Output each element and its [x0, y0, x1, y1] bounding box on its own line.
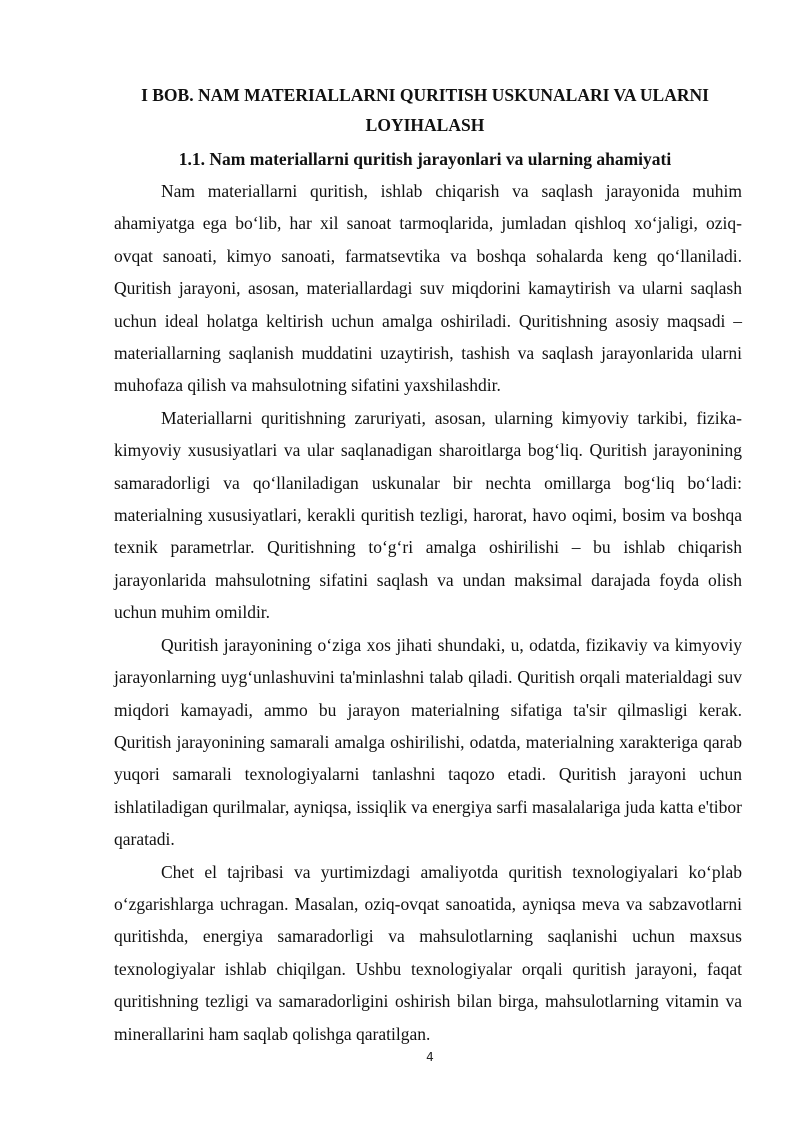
body-text: [114, 175, 742, 1050]
paragraph: Chet el tajribasi va yurtimizdagi amaliyotda quritish texnologiyalari ko‘plab o‘zgarishlarga uchragan. Masalan, oziq-ovqat sanoatida, ayniqsa meva va sabzavotlarni quritishda, energiya samaradorligi va mahsulotlarning saqlanishi uchun maxsus texnologiyalar ishlab chiqilgan. Ushbu texnologiyalar orqali quritish jarayoni, faqat quritishning tezligi va samaradorligini oshirish bilan birga, mahsulotlarning vitamin va minerallarini ham saqlab qolishga qaratilgan.: [114, 861, 742, 1044]
section-title: 1.1. Nam materiallarni quritish jarayonlari va ularning ahamiyati: [178, 149, 672, 169]
paragraph: Quritish jarayonining o‘ziga xos jihati shundaki, u, odatda, fizikaviy va kimyoviy jarayonlarning uyg‘unlashuvini ta'minlashni talab qiladi. Quritish orqali materialdagi suv miqdori kamayadi, ammo bu jarayon materialning sifatiga ta'sir qilmasligi kerak. Quritish jarayonining samarali amalga oshirilishi, odatda, materialning xarakteriga qarab yuqori samarali texnologiyalarni tanlashni taqozo etadi. Quritish jarayoni uchun ishlatiladigan qurilmalar, ayniqsa, issiqlik va energiya sarfi masalalariga juda katta e'tibor qaratadi.: [114, 634, 742, 850]
paragraph: Nam materiallarni quritish, ishlab chiqarish va saqlash jarayonida muhim ahamiyatga ega bo‘lib, har xil sanoat tarmoqlarida, jumladan qishloq xo‘jaligi, oziq-ovqat sanoati, kimyo sanoati, farmatsevtika va boshqa sohalarda keng qo‘llaniladi. Quritish jarayoni, asosan, materiallardagi suv miqdorini kamaytirish va ularni saqlash uchun ideal holatga keltirish uchun amalga oshiriladi. Quritishning asosiy maqsadi – materiallarning saqlanish muddatini uzaytirish, tashish va saqlash jarayonlarida ularni muhofaza qilish va mahsulotning sifatini yaxshilashdir.: [114, 181, 742, 396]
paragraph: Materiallarni quritishning zaruriyati, asosan, ularning kimyoviy tarkibi, fizika-kimyoviy xususiyatlari va ular saqlanadigan sharoitlarga bog‘liq. Quritish jarayonining samaradorligi va qo‘llaniladigan uskunalar bir nechta omillarga bog‘liq bo‘ladi: materialning xususiyatlari, kerakli quritish tezligi, harorat, havo oqimi, bosim va boshqa texnik parametrlar. Quritishning to‘g‘ri amalga oshirilishi – bu ishlab chiqarish jarayonlarida mahsulotning sifatini saqlash va undan maksimal darajada foyda olish uchun muhim omildir.: [114, 407, 742, 623]
page-number: 4: [426, 1050, 434, 1064]
chapter-title: I BOB. NAM MATERIALLARNI QURITISH USKUNALARI VA ULARNI LOYIHALASH: [141, 85, 709, 135]
